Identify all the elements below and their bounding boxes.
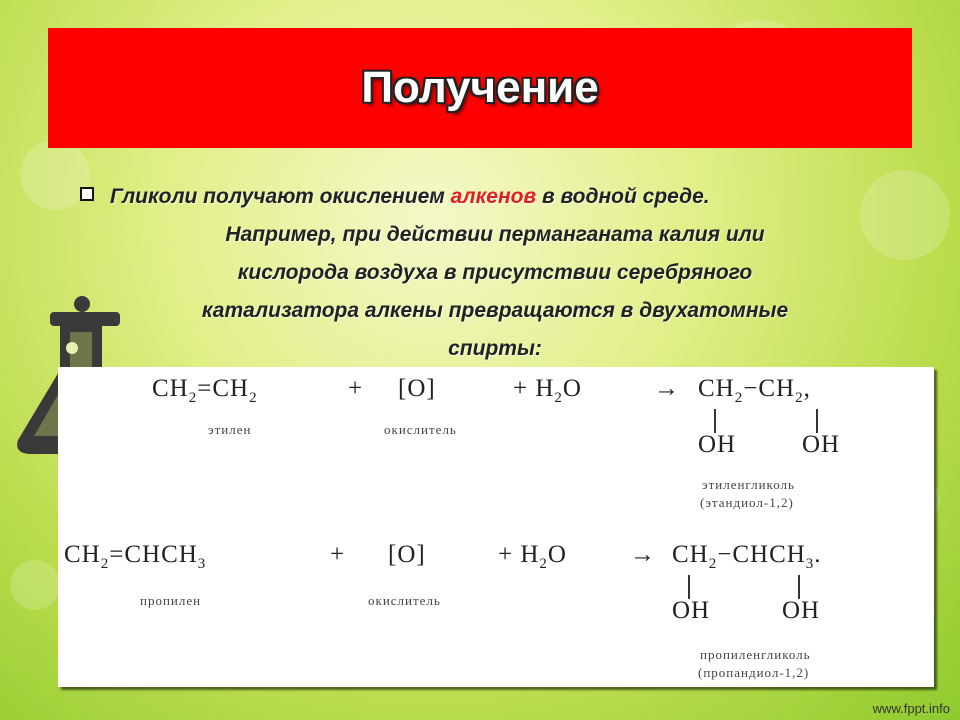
- hydroxyl-group: OH: [672, 597, 711, 624]
- paragraph-line-1: [80, 178, 910, 216]
- paragraph-line-4: катализатора алкены превращаются в двухатомные: [201, 299, 789, 322]
- product-name-alt: (пропандиол-1,2): [698, 665, 810, 680]
- oxidant-name: окислитель: [368, 593, 441, 608]
- reaction-arrow: →: [654, 375, 680, 402]
- title-bar: [48, 28, 912, 148]
- product-formula: $CH_2-CHCH_3$.: [672, 541, 822, 572]
- oxidant-formula: [O]: [388, 541, 426, 568]
- water-formula: + $H_2O$: [498, 541, 567, 572]
- reaction-arrow: →: [630, 541, 656, 568]
- water-formula: + $H_2O$: [513, 375, 582, 406]
- paragraph-text: Гликоли получают окислением: [110, 185, 451, 208]
- bond-line: [714, 409, 716, 433]
- plus-sign: +: [330, 541, 346, 568]
- reactant-name: этилен: [208, 422, 252, 437]
- reactant-name: пропилен: [140, 593, 202, 608]
- body-paragraph: [80, 178, 910, 368]
- reactant-formula: $CH_2=CHCH_3$: [64, 541, 207, 572]
- hydroxyl-group: OH: [802, 431, 841, 458]
- paragraph-line-5: спирты:: [448, 337, 542, 360]
- paragraph-line-2: Например, при действии перманганата калия или: [225, 223, 765, 246]
- hydroxyl-group: OH: [782, 597, 821, 624]
- oxidant-name: окислитель: [384, 422, 457, 437]
- reactant-formula: $CH_2=CH_2$: [152, 375, 258, 406]
- paragraph-text: в водной среде.: [536, 185, 710, 208]
- highlight-alkenes: алкенов: [450, 185, 537, 208]
- checkbox-bullet-icon: [80, 187, 94, 201]
- bond-line: [798, 575, 800, 599]
- oxidant-formula: [O]: [398, 375, 436, 402]
- bond-line: [688, 575, 690, 599]
- product-name-alt: (этандиол-1,2): [700, 495, 794, 510]
- background-bokeh: [10, 560, 60, 610]
- paragraph-line-3: кислорода воздуха в присутствии серебряного: [237, 261, 753, 284]
- product-name: пропиленгликоль: [700, 647, 811, 662]
- hydroxyl-group: OH: [698, 431, 737, 458]
- slide-title: Получение: [361, 63, 599, 112]
- reaction-panel: [58, 367, 934, 687]
- plus-sign: +: [348, 375, 364, 402]
- bond-line: [816, 409, 818, 433]
- product-formula: $CH_2-CH_2$,: [698, 375, 811, 406]
- product-name: этиленгликоль: [702, 477, 795, 492]
- footer-url: www.fppt.info: [872, 701, 950, 716]
